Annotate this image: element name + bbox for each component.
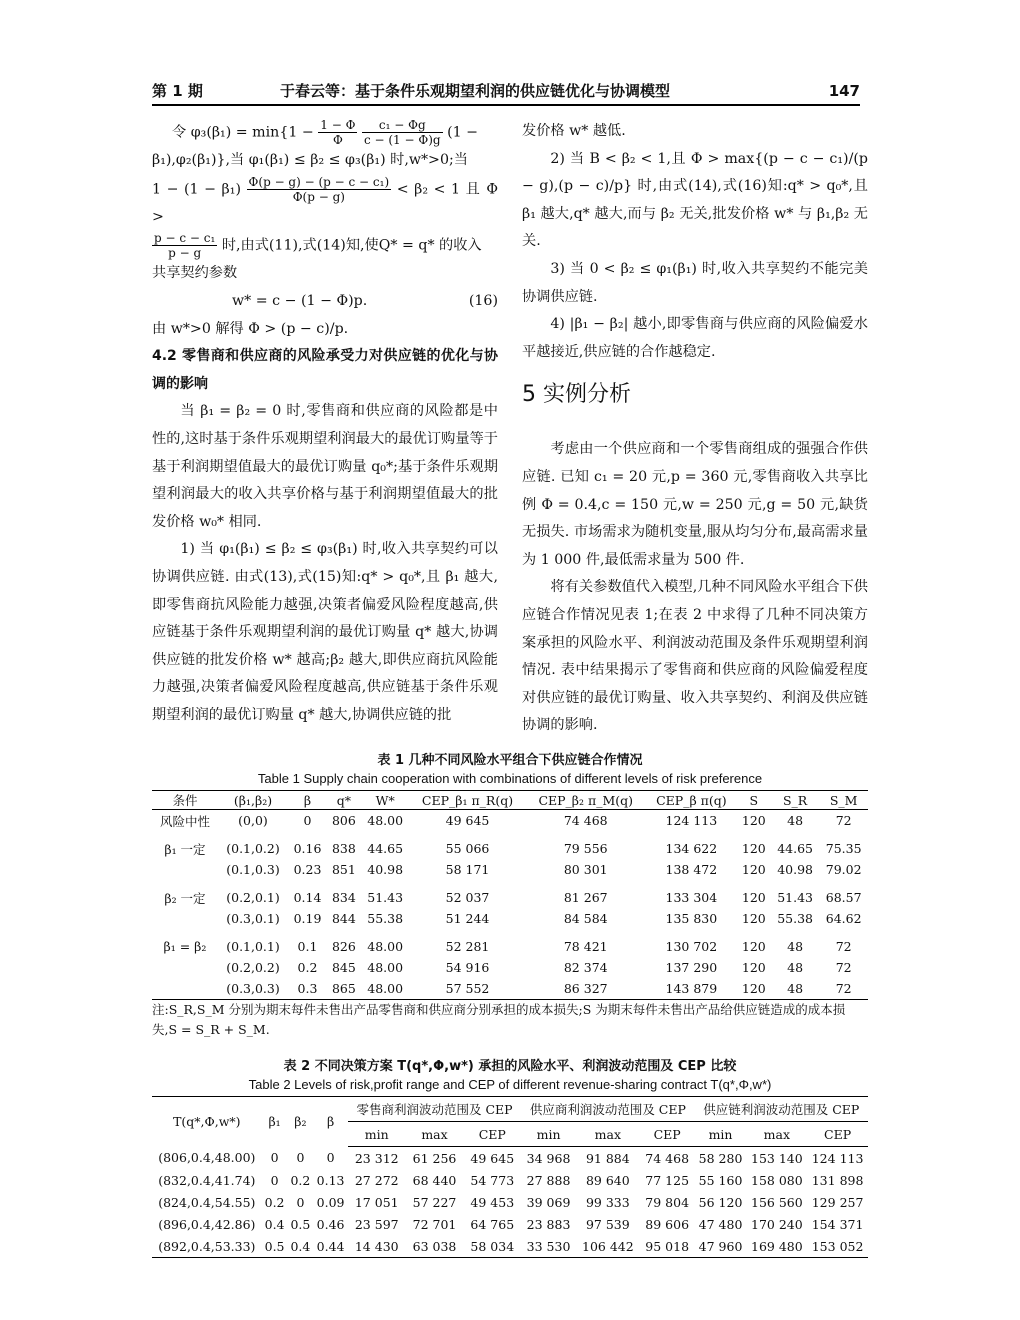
table2-row [152,1213,868,1235]
table-cell: 0.5 [290,1216,311,1232]
table-cell: 55.38 [777,911,813,926]
table-cell: (0.3,0.1) [226,911,280,926]
paragraph: 当 β₁ = β₂ = 0 时,零售商和供应商的风险都是中性的,这时基于条件乐观期望利润最大的最优订购量等于基于利润期望值最大的最优订购量 q₀*;基于条件乐观期望利润最大的收入共享价格与基于利润期望值最大的批发价格 w₀* 相同. [152,403,498,530]
table-cell: 55 066 [445,841,490,856]
table2-row [152,1191,868,1213]
table-cell: 130 702 [665,939,718,954]
table-cell: 27 272 [354,1172,399,1188]
table-cell: 0 [326,1150,335,1166]
table2 [152,1096,868,1258]
table-cell: 89 640 [585,1172,630,1188]
formula-text: (1 − [447,124,479,141]
table-cell: 0 [296,1194,305,1210]
table2-header: β₂ [288,1097,314,1147]
equation-16 [152,288,498,316]
table-cell: 120 [741,862,766,877]
page-number: 147 [828,82,860,100]
table-cell: 82 374 [563,960,608,975]
table1-note: 注:S_R,S_M 分别为期末每件未售出产品零售商和供应商分别承担的成本损失;S 为期末每件未售出产品给供应链造成的成本损失,S = S_R + S_M. [152,1002,846,1037]
table-cell: 61 256 [412,1150,457,1166]
denominator: c − (1 − Φ)g [363,133,441,147]
table-cell: 54 916 [445,960,490,975]
table-cell: 79 556 [563,841,608,856]
table-cell: 79 804 [645,1194,690,1210]
table-cell: 48.00 [361,978,410,1000]
left-column [152,118,498,730]
table1-row [152,908,868,929]
fraction [152,231,217,260]
table-cell: 0.1 [297,939,318,954]
table-cell: 158 080 [751,1172,803,1188]
table-cell: 47 960 [695,1235,747,1258]
table2-subheader: CEP [807,1122,868,1147]
table-cell: (0.1,0.1) [226,939,280,954]
table-cell: 14 430 [348,1235,406,1258]
table-cell: (806,0.4,48.00) [158,1150,256,1166]
table-cell: 845 [331,960,356,975]
table-cell: 124 113 [811,1150,864,1166]
table-cell: 129 257 [811,1194,864,1210]
table1-header: W* [361,791,410,810]
table-cell [152,859,218,880]
table-cell: 143 879 [646,978,737,1000]
table-cell: 0 [270,1172,279,1188]
table2-row [152,1169,868,1191]
table1-caption-en: Table 1 Supply chain cooperation with combinations of different levels of risk preference [257,771,763,786]
table-cell: (896,0.4,42.86) [158,1216,256,1232]
table2-caption-en: Table 2 Levels of risk,profit range and CEP of different revenue-sharing contract T(q*,Φ,w*) [248,1077,772,1092]
table-cell: 838 [331,841,356,856]
table-cell: 0.09 [316,1194,345,1210]
table-cell: 68.57 [825,890,862,905]
table-cell: 86 327 [526,978,646,1000]
header-rule [152,104,860,106]
paragraph: 发价格 w* 越低. [522,123,626,139]
table-cell: 72 [835,813,852,828]
table1-row [152,859,868,880]
formula-condition-2 [152,231,498,260]
table-cell: (0.2,0.2) [226,960,280,975]
formula-phi3 [152,118,498,147]
table-cell: 131 898 [811,1172,864,1188]
table-cell: 23 597 [354,1216,399,1232]
numerator: c₁ − Φg [362,118,443,133]
table-cell: 27 888 [526,1172,571,1188]
table-cell: 133 304 [665,890,718,905]
table2-group-header: 零售商利润波动范围及 CEP [348,1097,521,1122]
table1-row [152,810,868,832]
table-cell: 97 539 [585,1216,630,1232]
table1-row [152,957,868,978]
table-cell: 51 244 [445,911,490,926]
table-cell: 124 113 [665,813,718,828]
table-cell [152,978,218,1000]
table2-subheader: min [348,1122,406,1147]
table-cell: β₂ 一定 [164,890,206,906]
table-cell: 826 [331,939,356,954]
paragraph: 由 w*>0 解得 Φ > (p − c)/p. [152,320,349,337]
table-cell: (0.3,0.3) [218,978,288,1000]
table1-header: S_M [819,791,868,810]
table-cell: 169 480 [747,1235,808,1258]
table-cell: 851 [331,862,356,877]
table-cell: 120 [741,911,766,926]
table2-header: β₁ [262,1097,288,1147]
table-cell: 91 884 [585,1150,630,1166]
table-cell: 48 [787,939,804,954]
table-cell: 52 281 [445,939,490,954]
table-cell: 137 290 [665,960,718,975]
table-cell: 49 645 [470,1150,515,1166]
table-cell: 40.98 [367,862,404,877]
table1-caption-cn: 表 1 几种不同风险水平组合下供应链合作情况 [377,753,643,768]
table-cell: 51.43 [367,890,404,905]
table-cell: 55.38 [367,911,404,926]
table2-header: β [313,1097,347,1147]
table-cell: 0.2 [290,1172,311,1188]
table-cell: 120 [741,890,766,905]
table2-row [152,1235,868,1258]
table-cell: 34 968 [526,1150,571,1166]
table-cell: 75.35 [825,841,862,856]
table-cell: 74 468 [563,813,608,828]
equation-number: (16) [468,293,498,310]
table-cell: 79.02 [825,862,862,877]
table-cell: 865 [327,978,361,1000]
table-cell: 89 606 [645,1216,690,1232]
table2-subheader: max [406,1122,464,1147]
table-cell: 844 [331,911,356,926]
table-cell: 0.16 [293,841,322,856]
numerator: p − c − c₁ [154,231,216,246]
table-cell: 0.23 [293,862,322,877]
section-heading-5: 5 实例分析 [522,382,631,408]
table1-header-row [152,791,868,810]
table-cell: (0,0) [238,813,268,828]
table1-body [152,810,868,1000]
table-cell: 154 371 [811,1216,864,1232]
table-cell: 81 267 [563,890,608,905]
issue-number: 第 1 期 [152,82,203,100]
table1-header: q* [327,791,361,810]
table2-subheader: min [521,1122,576,1147]
table-cell: 72 [819,978,868,1000]
table-cell: 48.00 [367,813,404,828]
table-cell: 33 530 [521,1235,576,1258]
formula-text: 令 φ₃(β₁) = min{1 − [172,124,314,141]
table-cell: 0.5 [262,1235,288,1258]
table-cell: 0.4 [288,1235,314,1258]
table1-header: S_R [771,791,820,810]
table-cell: 0.46 [316,1216,345,1232]
table-cell: β₁ 一定 [164,841,206,857]
table-cell: 39 069 [526,1194,571,1210]
table-cell: 0.3 [288,978,327,1000]
table-cell: 58 280 [698,1150,743,1166]
table2-subheader: min [695,1122,747,1147]
table-cell: (824,0.4,54.55) [158,1194,256,1210]
table-cell: 48.00 [367,939,404,954]
table-cell: 170 240 [751,1216,803,1232]
table-cell: 58 171 [445,862,490,877]
paragraph: 3) 当 0 < β₂ ≤ φ₁(β₁) 时,收入共享契约不能完美协调供应链. [522,260,868,305]
right-column [522,118,868,740]
paragraph: 1) 当 φ₁(β₁) ≤ β₂ ≤ φ₃(β₁) 时,收入共享契约可以协调供应链. 由式(13),式(15)知:q* > q₀*,且 β₁ 越大,即零售商抗风险能力越强,决策者偏爱风险程度越高,供应链基于条件乐观期望利润的最优订购量 q* 越大,协调供应链的批发价格 w* 越高;β₂ 越大,即供应商抗风险能力越强,决策者偏爱风险程度越高,供应链基于条件乐观期望利润的最优订购量 q* 越大,协调供应链的批 [152,541,498,723]
table1-header: (β₁,β₂) [218,791,288,810]
table2-group-header: 供应商利润波动范围及 CEP [521,1097,694,1122]
table-cell: 63 038 [406,1235,464,1258]
table-cell: 153 140 [751,1150,803,1166]
table-cell: 72 [835,939,852,954]
table1-header: β [288,791,327,810]
table-cell: 84 584 [563,911,608,926]
table-cell: 153 052 [807,1235,868,1258]
equation-body: w* = c − (1 − Φ)p. [232,293,368,310]
formula-condition [152,175,498,232]
table1-row [152,880,868,908]
table1-row [152,978,868,1000]
table-cell: 106 442 [576,1235,640,1258]
table-cell: 54 773 [470,1172,515,1188]
table-cell [152,908,218,929]
table-cell: 0.2 [264,1194,285,1210]
table-cell: 138 472 [665,862,718,877]
table-cell: (892,0.4,53.33) [152,1235,262,1258]
table-cell: 78 421 [563,939,608,954]
table-cell: 120 [741,939,766,954]
table-cell: 72 701 [412,1216,457,1232]
table-cell: 48 [787,813,804,828]
table2-subheader: max [576,1122,640,1147]
table1-header: CEP_β₂ π_M(q) [526,791,646,810]
fraction [247,175,392,204]
formula-line: β₁),φ₂(β₁)},当 φ₁(β₁) ≤ β₂ ≤ φ₃(β₁) 时,w*>0;当 [152,152,468,169]
table-cell: 51.43 [777,890,813,905]
table-cell: 834 [331,890,356,905]
table-cell: 49 453 [470,1194,515,1210]
table-cell: 95 018 [640,1235,695,1258]
table2-caption-cn: 表 2 不同决策方案 T(q*,Φ,w*) 承担的风险水平、利润波动范围及 CEP 比较 [283,1059,737,1074]
table-cell: 57 227 [412,1194,457,1210]
table-cell: 64.62 [825,911,862,926]
table-cell: 17 051 [354,1194,399,1210]
table-cell: 40.98 [777,862,813,877]
table-cell: 57 552 [409,978,525,1000]
table-cell: β₁ = β₂ [163,939,207,954]
paragraph: 考虑由一个供应商和一个零售商组成的强强合作供应链. 已知 c₁ = 20 元,p = 360 元,零售商收入共享比例 Φ = 0.4,c = 150 元,w = 250 元,g = 50 元,缺货无损失. 市场需求为随机变量,服从均匀分布,最高需求量为 1 000 件,最低需求量为 500 件. [522,441,868,568]
table2-group-header: 供应链利润波动范围及 CEP [695,1097,868,1122]
table-cell: 55 160 [698,1172,743,1188]
table1-header: CEP_β₁ π_R(q) [409,791,525,810]
table2-caption [152,1058,868,1094]
table1 [152,790,868,1000]
table-cell: 0.13 [316,1172,345,1188]
table-cell: 134 622 [665,841,718,856]
table1-row [152,929,868,957]
formula-text: 1 − (1 − β₁) [152,181,241,198]
table-cell: 120 [741,960,766,975]
table-cell: 44.65 [777,841,813,856]
table-cell: 0 [296,1150,305,1166]
table-cell: 44.65 [367,841,404,856]
table-cell: 48.00 [367,960,404,975]
paragraph: 共享契约参数 [152,265,238,282]
table-cell [152,957,218,978]
running-header [152,80,860,102]
table2-body [152,1147,868,1258]
table-cell: 72 [835,960,852,975]
table-cell: (832,0.4,41.74) [158,1172,256,1188]
table-cell: 74 468 [645,1150,690,1166]
table-cell: 0.2 [297,960,318,975]
table-cell: 0.44 [313,1235,347,1258]
table-cell: 77 125 [645,1172,690,1188]
table1-header: S [737,791,771,810]
table-cell: 68 440 [412,1172,457,1188]
fraction [318,118,357,147]
table2-subheader: max [747,1122,808,1147]
table-cell: 0 [270,1150,279,1166]
table1-caption [152,752,868,788]
table-cell: (0.1,0.2) [226,841,280,856]
table-cell: 58 034 [463,1235,521,1258]
table2-header-row [152,1097,868,1122]
table-cell: 0.4 [264,1216,285,1232]
formula-text: 时,由式(11),式(14)知,使Q* = q* 的收入 [221,237,482,254]
table-cell: 0.14 [293,890,322,905]
table-cell: (0.1,0.3) [226,862,280,877]
table-cell: 0 [303,813,312,828]
table-cell: 23 312 [354,1150,399,1166]
table-cell: 64 765 [470,1216,515,1232]
table-cell: 135 830 [665,911,718,926]
table-cell: 0.19 [293,911,322,926]
table-cell: 80 301 [563,862,608,877]
denominator: p − g [168,246,202,261]
table-cell: 120 [741,841,766,856]
table-cell: 48 [771,978,820,1000]
denominator: Φ [332,133,343,147]
table1-row [152,831,868,859]
table1-header: CEP_β π(q) [646,791,737,810]
table-cell: (0.2,0.1) [226,890,280,905]
table2-header: T(q*,Φ,w*) [152,1097,262,1147]
table-cell: 120 [737,978,771,1000]
paragraph: 4) |β₁ − β₂| 越小,即零售商与供应商的风险偏爱水平越接近,供应链的合作越稳定. [522,316,868,360]
running-title: 于春云等：基于条件乐观期望利润的供应链优化与协调模型 [280,82,671,100]
table1-header: 条件 [152,791,218,810]
table-cell: 风险中性 [159,813,210,829]
numerator: Φ(p − g) − (p − c − c₁) [248,174,390,189]
table2-subheader: CEP [640,1122,695,1147]
table-cell: 23 883 [526,1216,571,1232]
table-cell: 47 480 [698,1216,743,1232]
numerator: 1 − Φ [320,118,356,132]
denominator: Φ(p − g) [292,189,345,204]
table-cell: 56 120 [698,1194,743,1210]
table-cell: 99 333 [585,1194,630,1210]
table-cell: 49 645 [445,813,490,828]
fraction [362,118,443,147]
paragraph: 将有关参数值代入模型,几种不同风险水平组合下供应链合作情况见表 1;在表 2 中求得了几种不同决策方案承担的风险水平、利润波动范围及条件乐观期望利润情况. 表中结果揭示了零售商和供应商的风险偏爱程度对供应链的最优订购量、收入共享契约、利润及供应链协调的影响. [522,579,868,734]
section-heading-4-2: 4.2 零售商和供应商的风险承受力对供应链的优化与协调的影响 [152,348,498,392]
table2-row [152,1147,868,1170]
table2-subheader: CEP [463,1122,521,1147]
table-cell: 52 037 [445,890,490,905]
formula-text: < β₂ < 1 且 Φ > [152,181,499,225]
table-cell: 48 [787,960,804,975]
paragraph: 2) 当 B < β₂ < 1,且 Φ > max{(p − c − c₁)/(p − g),(p − c)/p} 时,由式(14),式(16)知:q* > q₀*,且 β₁ 越大,q* 越大,而与 β₂ 无关,批发价格 w* 与 β₁,β₂ 无关. [522,150,868,250]
table-cell: 156 560 [751,1194,803,1210]
table-cell: 120 [741,813,766,828]
table-cell: 806 [331,813,356,828]
